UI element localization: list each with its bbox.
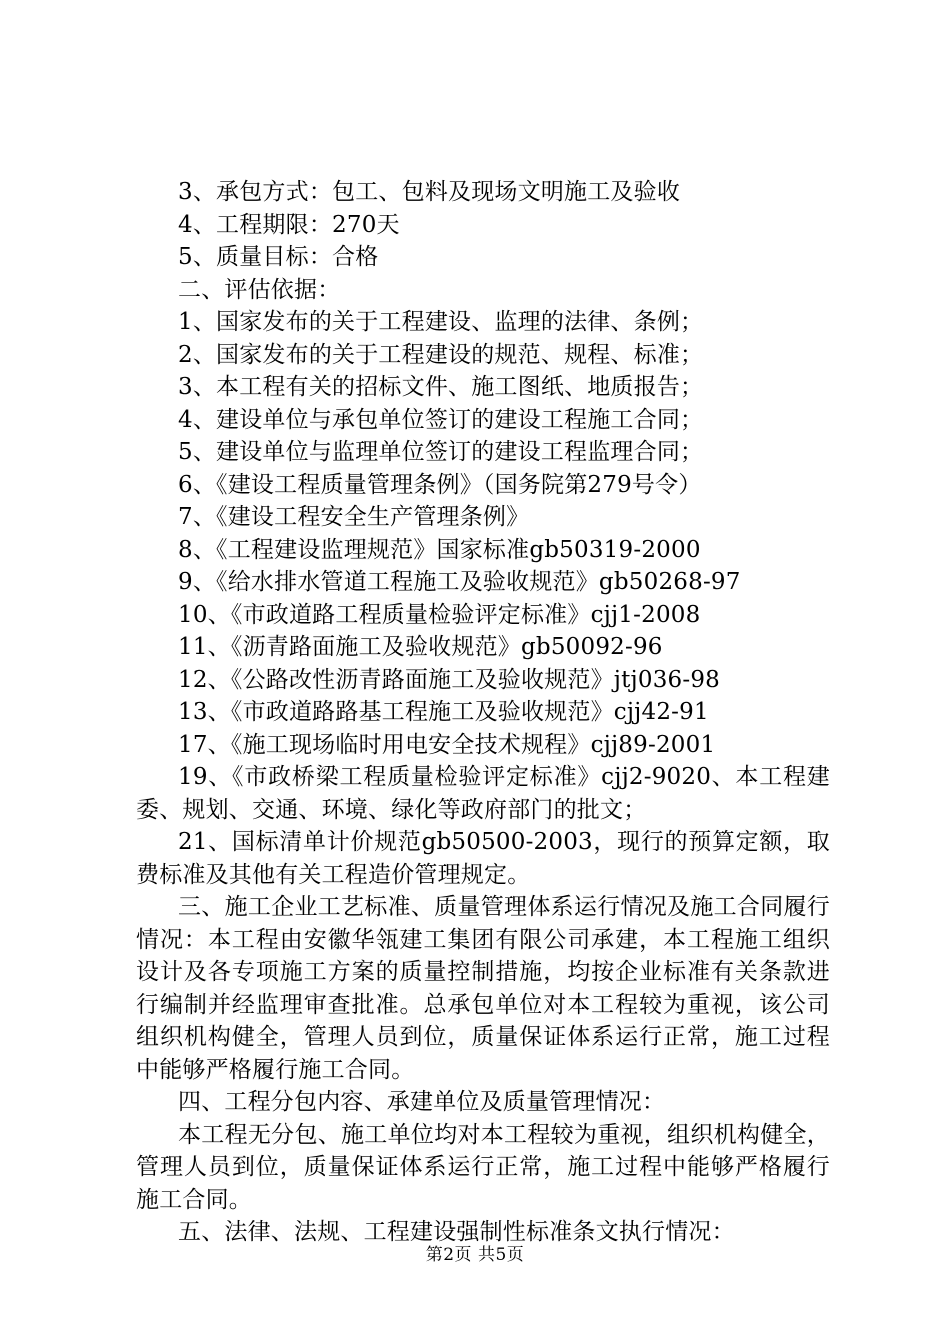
- section-paragraph-process-standards: 三、施工企业工艺标准、质量管理体系运行情况及施工合同履行情况：本工程由安徽华瓴建工集团有限公司承建，本工程施工组织设计及各专项施工方案的质量控制措施，均按企业标准有关条款进行编制并经监理审查批准。总承包单位对本工程较为重视，该公司组织机构健全，管理人员到位，质量保证体系运行正常，施工过程中能够严格履行施工合同。: [136, 894, 830, 1083]
- paragraph-duration: 4、工程期限：270天: [178, 211, 400, 238]
- page-footer: 第2页 共5页: [425, 1245, 525, 1265]
- basis-item: 4、建设单位与承包单位签订的建设工程施工合同；: [178, 406, 704, 433]
- basis-item: 3、本工程有关的招标文件、施工图纸、地质报告；: [178, 374, 704, 400]
- basis-item: 10、《市政道路工程质量检验评定标准》cjj1-2008: [178, 601, 701, 628]
- basis-item: 7、《建设工程安全生产管理条例》: [178, 504, 530, 530]
- paragraph-subcontract: 本工程无分包、施工单位均对本工程较为重视，组织机构健全，管理人员到位，质量保证体系运行正常，施工过程中能够严格履行施工合同。: [136, 1121, 830, 1213]
- basis-item: 21、国标清单计价规范gb50500-2003，现行的预算定额，取费标准及其他有关工程造价管理规定。: [136, 829, 830, 888]
- basis-item: 19、《市政桥梁工程质量检验评定标准》cjj2-9020、本工程建委、规划、交通、环境、绿化等政府部门的批文；: [136, 764, 830, 823]
- basis-item: 12、《公路改性沥青路面施工及验收规范》jtj036-98: [178, 666, 721, 693]
- section-heading-compliance: 五、法律、法规、工程建设强制性标准条文执行情况：: [178, 1219, 735, 1245]
- paragraph-quality-goal: 5、质量目标：合格: [178, 244, 379, 270]
- section-heading-subcontract: 四、工程分包内容、承建单位及质量管理情况：: [178, 1089, 666, 1115]
- basis-item: 13、《市政道路路基工程施工及验收规范》cjj42-91: [178, 699, 709, 725]
- document-body: [136, 176, 830, 1249]
- basis-item: 1、国家发布的关于工程建设、监理的法律、条例；: [178, 309, 704, 335]
- basis-item: 11、《沥青路面施工及验收规范》gb50092-96: [178, 634, 663, 660]
- basis-item: 9、《给水排水管道工程施工及验收规范》gb50268-97: [178, 569, 741, 595]
- basis-item: 17、《施工现场临时用电安全技术规程》cjj89-2001: [178, 731, 716, 758]
- basis-item: 6、《建设工程质量管理条例》（国务院第279号令）: [178, 471, 702, 498]
- section-heading-basis: 二、评估依据：: [178, 276, 341, 303]
- basis-item: 5、建设单位与监理单位签订的建设工程监理合同；: [178, 439, 704, 465]
- basis-item: 2、国家发布的关于工程建设的规范、规程、标准；: [178, 341, 704, 368]
- paragraph-contract-mode: 3、承包方式：包工、包料及现场文明施工及验收: [178, 179, 681, 205]
- basis-item: 8、《工程建设监理规范》国家标准gb50319-2000: [178, 536, 701, 563]
